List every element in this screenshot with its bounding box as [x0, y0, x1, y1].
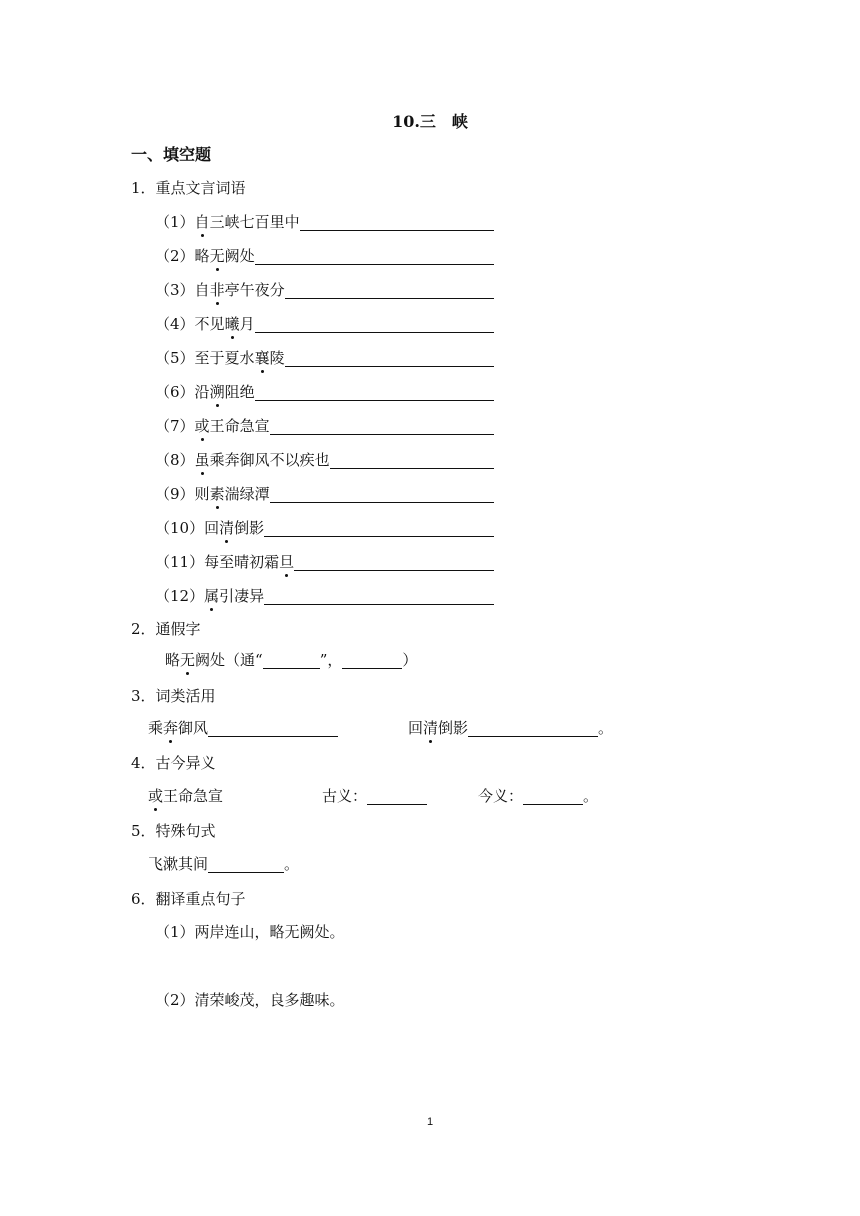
emphasized-char: 奔: [163, 719, 179, 737]
emphasized-char: 清: [423, 719, 439, 737]
emphasized-char: 无: [180, 651, 196, 669]
answer-blank[interactable]: [468, 720, 598, 737]
vocab-item: （10）回清倒影: [155, 518, 494, 538]
vocab-item: （2）略无阙处: [155, 246, 494, 266]
answer-blank[interactable]: [255, 316, 494, 333]
q3-label: 3．词类活用: [131, 687, 216, 705]
q2-label: 2．通假字: [131, 620, 201, 638]
q5-line: 飞漱其间 。: [148, 855, 300, 873]
answer-blank[interactable]: [294, 554, 494, 571]
emphasized-char: 溯: [209, 383, 225, 401]
emphasized-char: 无: [209, 247, 225, 265]
answer-blank[interactable]: [270, 418, 494, 435]
answer-blank[interactable]: [255, 384, 494, 401]
emphasized-char: 清: [219, 519, 235, 537]
q6-sentence-2: （2）清荣峻茂，良多趣味。: [155, 991, 345, 1009]
emphasized-char: 曦: [224, 315, 240, 333]
q1-label: 1．重点文言词语: [131, 179, 246, 197]
answer-blank[interactable]: [255, 248, 494, 265]
answer-blank[interactable]: [330, 452, 494, 469]
vocab-item: （9）则素湍绿潭: [155, 484, 494, 504]
vocab-item: （4）不见曦月: [155, 314, 494, 334]
emphasized-char: 虽: [194, 451, 210, 469]
q2-line: 略无阙处（通“ ”， ）: [165, 651, 418, 669]
q4-label: 4．古今异义: [131, 754, 216, 772]
vocab-item: （6）沿溯阻绝: [155, 382, 494, 402]
emphasized-char: 自: [194, 213, 210, 231]
emphasized-char: 或: [148, 787, 164, 805]
page-title: 10.三 峡: [392, 112, 468, 131]
emphasized-char: 非: [209, 281, 225, 299]
q6-sentence-1: （1）两岸连山，略无阙处。: [155, 923, 345, 941]
answer-blank[interactable]: [263, 652, 320, 669]
page-number: 1: [426, 1116, 434, 1128]
section-heading: 一、填空题: [131, 145, 212, 164]
emphasized-char: 襄: [254, 349, 270, 367]
q3-item-a: 乘奔御风: [148, 718, 338, 738]
vocab-item: （1）自三峡七百里中: [155, 212, 494, 232]
emphasized-char: 或: [194, 417, 210, 435]
q6-label: 6．翻译重点句子: [131, 890, 246, 908]
vocab-item: （5）至于夏水襄陵: [155, 348, 494, 368]
vocab-item: （12）属引凄异: [155, 586, 494, 606]
vocab-item: （11）每至晴初霜旦: [155, 552, 494, 572]
answer-blank[interactable]: [264, 588, 494, 605]
vocab-item: （7）或王命急宣: [155, 416, 494, 436]
emphasized-char: 属: [204, 587, 220, 605]
emphasized-char: 素: [209, 485, 225, 503]
answer-blank[interactable]: [523, 788, 583, 805]
q3-item-b: 回清倒影 。: [408, 719, 614, 737]
q4-phrase: 或王命急宣: [148, 787, 224, 805]
answer-blank[interactable]: [285, 282, 494, 299]
answer-blank[interactable]: [270, 486, 494, 503]
answer-blank[interactable]: [208, 720, 338, 737]
answer-blank[interactable]: [367, 788, 427, 805]
answer-blank[interactable]: [342, 652, 402, 669]
emphasized-char: 旦: [279, 553, 295, 571]
answer-blank[interactable]: [285, 350, 494, 367]
vocab-item: （8）虽乘奔御风不以疾也: [155, 450, 494, 470]
answer-blank[interactable]: [208, 856, 284, 873]
q4-modern-meaning: 今义： 。: [478, 787, 599, 805]
q5-label: 5．特殊句式: [131, 822, 216, 840]
answer-blank[interactable]: [264, 520, 494, 537]
vocab-item: （3）自非亭午夜分: [155, 280, 494, 300]
answer-blank[interactable]: [300, 214, 494, 231]
q4-ancient-meaning: 古义：: [322, 786, 427, 806]
